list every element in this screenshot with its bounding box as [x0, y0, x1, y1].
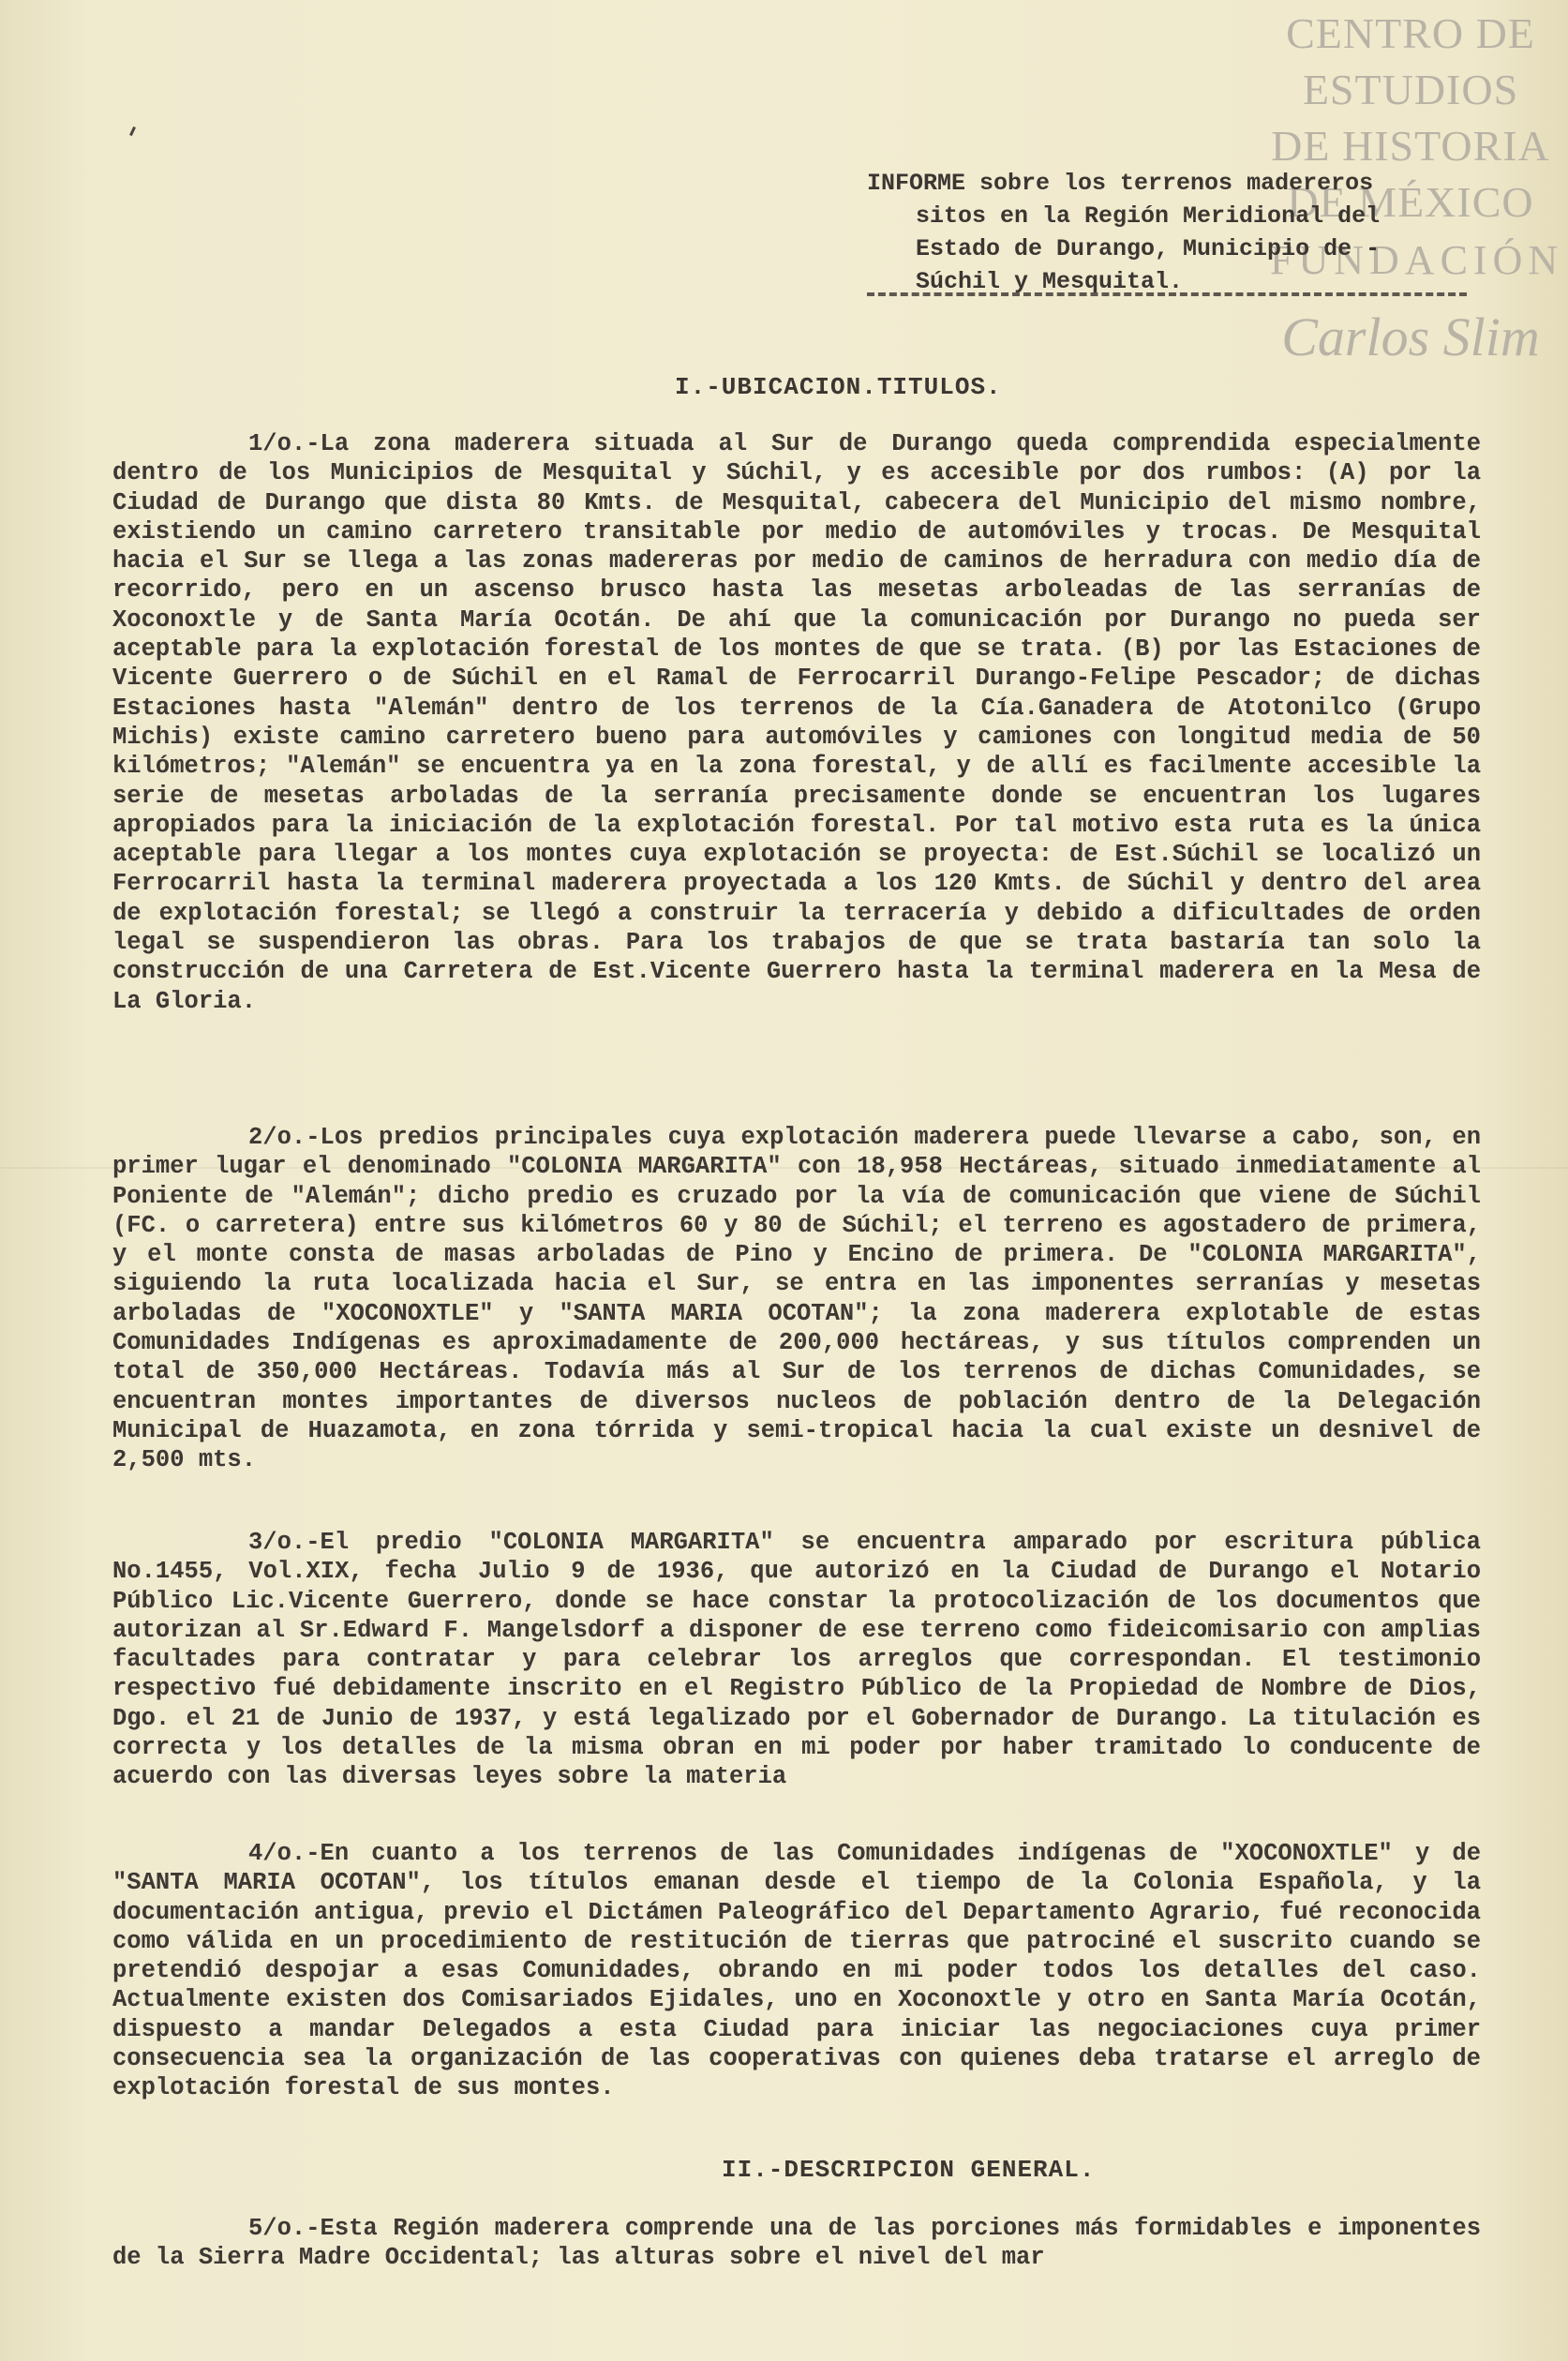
heading-line: Súchil y Mesquital. [916, 268, 1184, 295]
paragraph-1 [112, 429, 1481, 1016]
watermark-line: ESTUDIOS [1302, 66, 1519, 113]
heading-rule [867, 292, 1467, 296]
paragraph-text: 2/o.-Los predios principales cuya explotación maderera puede llevarse a cabo, son, en primer lugar el denominado "COLONIA MARGARITA" con 18,958 Hectáreas, situado inmediatamente al Poniente de "Alemán"; dicho predio es cruzado por la vía de comunicación que viene de Súchil (FC. o carretera) entre sus kilómetros 60 y 80 de Súchil; el terreno es agostadero de primera, y el monte consta de masas arboladas de Pino y Encino de primera. De "COLONIA MARGARITA", siguiendo la ruta localizada hacia el Sur, se entra en las imponentes serranías y mesetas arboladas de "XOCONOXTLE" y "SANTA MARIA OCOTAN"; la zona maderera explotable de estas Comunidades Indígenas es aproximadamente de 200,000 hectáreas, y sus títulos comprenden un total de 350,000 Hectáreas. Todavía más al Sur de los terrenos de dichas Comunidades, se encuentran montes importantes de diversos nucleos de población dentro de la Delegación Municipal de Huazamota, en zona tórrida y semi-tropical hacia la cual existe un desnivel de 2,500 mts. [112, 1124, 1481, 1474]
paragraph-text: 4/o.-En cuanto a los terrenos de las Comunidades indígenas de "XOCONOXTLE" y de "SANTA MARIA OCOTAN", los títulos emanan desde el tiempo de la Colonia Española, y la documentación antigua, previo el Dictámen Paleográfico del Departamento Agrario, fué reconocida como válida en un procedimiento de restitución de tierras que patrociné el suscrito cuando se pretendió despojar a esas Comunidades, obrando en mi poder todos los detalles del caso. Actualmente existen dos Comisariados Ejidales, uno en Xoconoxtle y otro en Santa María Ocotán, dispuesto a mandar Delegados a esta Ciudad para iniciar las negociaciones cuya primer consecuencia sea la organización de las cooperativas con quienes deba tratarse el arreglo de explotación forestal de sus montes. [112, 1840, 1481, 2102]
section-title: II.-DESCRIPCION GENERAL. [722, 2156, 1096, 2184]
heading-line: Estado de Durango, Municipio de - [916, 235, 1381, 262]
watermark-line: DE MÉXICO [1287, 178, 1534, 226]
paragraph-text: 5/o.-Esta Región maderera comprende una de las porciones más formidables e imponentes de la Sierra Madre Occidental; las alturas sobre el nivel del mar [112, 2215, 1481, 2272]
paragraph-text: 3/o.-El predio "COLONIA MARGARITA" se encuentra amparado por escritura pública No.1455, Vol.XIX, fecha Julio 9 de 1936, que autorizó en la Ciudad de Durango el Notario Público Lic.Vicente Guerrero, donde se hace constar la protocolización de los documentos que autorizan al Sr.Edward F. Mangelsdorf a disponer de ese terreno como fideicomisario con amplias facultades para contratar y para celebrar los arreglos que correspondan. El testimonio respectivo fué debidamente inscrito en el Registro Público de la Propiedad de Nombre de Dios, Dgo. el 21 de Junio de 1937, y está legalizado por el Gobernador de Durango. La titulación es correcta y los detalles de la misma obran en mi poder por haber tramitado lo conducente de acuerdo con las diversas leyes sobre la materia [112, 1529, 1481, 1791]
paragraph-text: 1/o.-La zona maderera situada al Sur de Durango queda comprendida especialmente dentro de los Municipios de Mesquital y Súchil, y es accesible por dos rumbos: (A) por la Ciudad de Durango que dista 80 Kmts. de Mesquital, cabecera del Municipio del mismo nombre, existiendo un camino carretero transitable por medio de automóviles y trocas. De Mesquital hacia el Sur se llega a las zonas madereras por medio de caminos de herradura con medio día de recorrido, pero en un ascenso brusco hasta las mesetas arboleadas de las serranías de Xoconoxtle y de Santa María Ocotán. De ahí que la comunicación por Durango no pueda ser aceptable para la explotación forestal de los montes de que se trata. (B) por las Estaciones de Vicente Guerrero o de Súchil en el Ramal de Ferrocarril Durango-Felipe Pescador; de dichas Estaciones hasta "Alemán" dentro de los terrenos de la Cía.Ganadera de Atotonilco (Grupo Michis) existe camino carretero bueno para automóviles y camiones con longitud media de 50 kilómetros; "Alemán" se encuentra ya en la zona forestal, y de allí es facilmente accesible la serie de mesetas arboladas de la serranía precisamente donde se encuentran los lugares apropiados para la iniciación de la explotación forestal. Por tal motivo esta ruta es la única aceptable para llegar a los montes cuya explotación se proyecta: de Est.Súchil se localizó un Ferrocarril hasta la terminal maderera proyectada a los 120 Kmts. de Súchil y dentro del area de explotación forestal; se llegó a construir la terracería y debido a dificultades de orden legal se suspendieron las obras. Para los trabajos de que se trata bastaría tan solo la construcción de una Carretera de Est.Vicente Guerrero hasta la terminal maderera en la Mesa de La Gloria. [112, 430, 1481, 1015]
watermark-signature: Carlos Slim [1281, 306, 1540, 367]
report-heading [867, 167, 1523, 298]
paragraph-5 [112, 2214, 1481, 2273]
paragraph-4 [112, 1839, 1481, 2103]
watermark-line: DE HISTORIA [1271, 122, 1550, 170]
heading-line: INFORME sobre los terrenos madereros [867, 170, 1374, 197]
paragraph-2 [112, 1123, 1481, 1475]
section-title: I.-UBICACION.TITULOS. [675, 373, 1002, 401]
heading-line: sitos en la Región Meridional del [916, 202, 1381, 230]
paragraph-3 [112, 1528, 1481, 1792]
watermark-line: CENTRO DE [1286, 9, 1535, 57]
pen-mark [129, 127, 136, 136]
watermark-line: FUNDACIÓN [1270, 237, 1564, 283]
